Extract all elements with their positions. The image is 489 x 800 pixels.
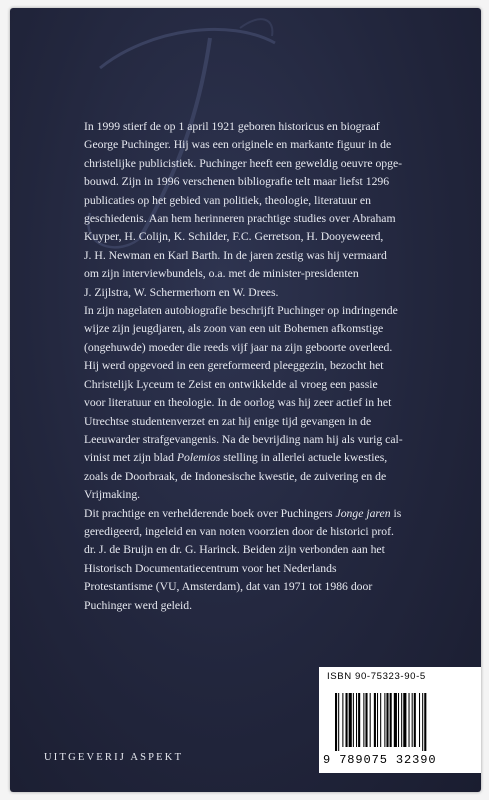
text-segment: stelling in allerlei actuele kwesties, <box>220 451 388 465</box>
text-line: Puchinger werd geleid. <box>84 598 193 612</box>
text-line: Christelijk Lyceum te Zeist en ontwikkelde al vroeg een passie <box>84 377 378 391</box>
text-line: George Puchinger. Hij was een originele en markante figuur in de <box>84 138 392 152</box>
barcode-icon <box>335 693 475 751</box>
magazine-title-polemios: Polemios <box>176 451 221 465</box>
text-line: christelijke publicistiek. Puchinger heeft een geweldig oeuvre opge- <box>84 156 403 170</box>
text-line: Leeuwarder strafgevangenis. Na de bevrijding nam hij als vurig cal- <box>84 432 403 446</box>
book-title-jonge-jaren: Jonge jaren <box>335 506 391 520</box>
publisher-name: UITGEVERIJ ASPEKT <box>44 752 184 763</box>
text-line: In 1999 stierf de op 1 april 1921 geboren historicus en biograaf <box>84 120 380 133</box>
text-line: publicaties op het gebied van politiek, theologie, literatuur en <box>84 193 371 207</box>
blurb-paragraph-3 <box>84 505 404 615</box>
text-line: bouwd. Zijn in 1996 verschenen bibliografie telt maar liefst 1296 <box>84 175 390 189</box>
text-line <box>84 449 404 467</box>
text-line: J. Zijlstra, W. Schermerhorn en W. Drees. <box>84 285 279 299</box>
text-line: Protestantisme (VU, Amsterdam), dat van 1971 tot 1986 door <box>84 580 373 594</box>
isbn-barcode-label <box>319 667 481 773</box>
barcode-number: 9 789075 32390 <box>323 753 437 767</box>
text-line: Kuyper, H. Colijn, K. Schilder, F.C. Gerretson, H. Dooyeweerd, <box>84 230 384 244</box>
blurb-paragraph-1 <box>84 118 404 302</box>
text-line: geredigeerd, ingeleid en van noten voorzien door de historici prof. <box>84 524 394 538</box>
text-line: wijze zijn jeugdjaren, als zoon van een uit Bohemen afkomstige <box>84 322 384 336</box>
isbn-number: ISBN 90-75323-90-5 <box>327 671 426 682</box>
text-line <box>84 505 404 523</box>
text-line: voor literatuur en theologie. In de oorlog was hij zeer actief in het <box>84 396 392 410</box>
text-line: zoals de Doorbraak, de Indonesische kwestie, de zuivering en de <box>84 469 387 483</box>
text-line: Utrechtse studentenverzet en zat hij enige tijd gevangen in de <box>84 414 372 428</box>
text-line: In zijn nagelaten autobiografie beschrijft Puchinger op indringende <box>84 304 398 318</box>
text-line: om zijn interviewbundels, o.a. met de minister-presidenten <box>84 267 359 281</box>
text-line: Hij werd opgevoed in een gereformeerd pleeggezin, bezocht het <box>84 359 384 373</box>
book-back-cover <box>10 8 481 792</box>
text-segment: is <box>390 506 402 520</box>
text-line: (ongehuwde) moeder die reeds vijf jaar na zijn geboorte overleed. <box>84 340 393 354</box>
text-line: J. H. Newman en Karl Barth. In de jaren zestig was hij vermaard <box>84 248 387 262</box>
text-line: geschiedenis. Aan hem herinneren prachtige studies over Abraham <box>84 212 396 226</box>
text-line: Vrijmaking. <box>84 488 141 502</box>
blurb-paragraph-2 <box>84 302 404 504</box>
text-line: Historisch Documentatiecentrum voor het Nederlands <box>84 561 337 575</box>
text-segment: vinist met zijn blad <box>84 451 177 465</box>
text-line: dr. J. de Bruijn en dr. G. Harinck. Beiden zijn verbonden aan het <box>84 543 385 557</box>
blurb-text <box>84 118 404 615</box>
text-segment: Dit prachtige en verhelderende boek over Puchingers <box>84 506 336 520</box>
